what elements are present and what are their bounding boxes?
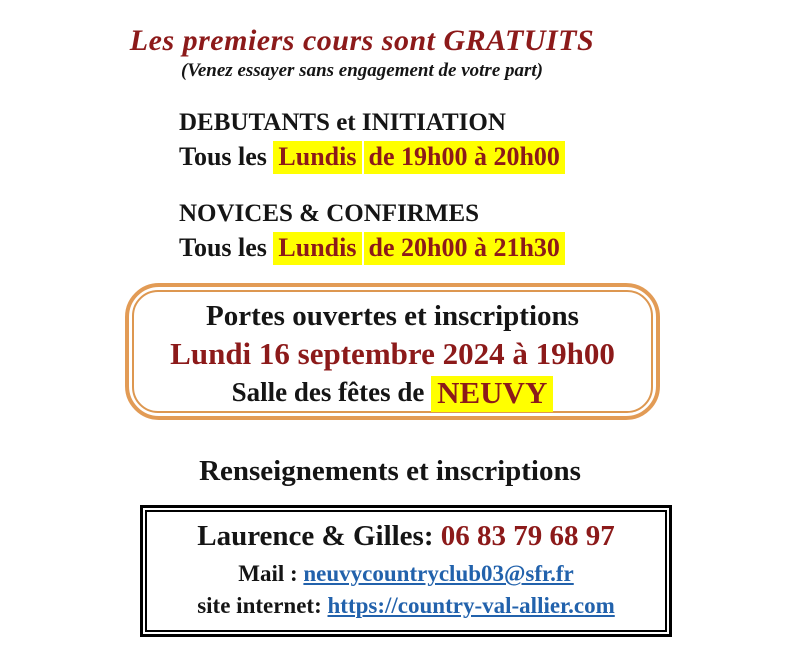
contact-names: Laurence & Gilles: xyxy=(197,520,434,552)
schedule-prefix: Tous les xyxy=(179,232,267,262)
open-house-title: Portes ouvertes et inscriptions xyxy=(206,300,579,332)
schedule-day-highlight: Lundis xyxy=(273,232,361,265)
course-block-debutants xyxy=(179,109,565,174)
course-level: DEBUTANTS et INITIATION xyxy=(179,109,506,136)
location-place-highlight: NEUVY xyxy=(431,376,553,412)
schedule-day-highlight: Lundis xyxy=(273,141,361,174)
contact-heading: Renseignements et inscriptions xyxy=(199,455,581,487)
page-subtitle: (Venez essayer sans engagement de votre part) xyxy=(180,60,544,81)
open-house-box xyxy=(125,283,660,420)
open-house-box-inner xyxy=(132,290,653,413)
course-level: NOVICES & CONFIRMES xyxy=(179,200,480,227)
contact-box xyxy=(140,505,672,637)
course-block-novices xyxy=(179,200,565,265)
open-house-date: Lundi 16 septembre 2024 à 19h00 xyxy=(170,335,615,371)
contact-site-line xyxy=(147,592,665,620)
schedule-time-highlight: de 20h00 à 21h30 xyxy=(364,232,565,265)
location-prefix: Salle des fêtes de xyxy=(231,376,425,407)
contact-names-phone xyxy=(147,520,665,553)
site-link[interactable]: https://country-val-allier.com xyxy=(327,592,615,618)
mail-label: Mail : xyxy=(238,561,298,587)
course-schedule xyxy=(179,141,565,174)
mail-link[interactable]: neuvycountryclub03@sfr.fr xyxy=(303,561,574,587)
page-title: Les premiers cours sont GRATUITS xyxy=(129,24,595,57)
schedule-prefix: Tous les xyxy=(179,141,267,171)
schedule-time-highlight: de 19h00 à 20h00 xyxy=(364,141,565,174)
contact-mail-line xyxy=(147,560,665,588)
contact-phone: 06 83 79 68 97 xyxy=(440,520,615,552)
contact-box-inner xyxy=(145,510,667,632)
open-house-location xyxy=(134,376,651,412)
site-label: site internet: xyxy=(197,592,322,618)
course-schedule xyxy=(179,232,565,265)
